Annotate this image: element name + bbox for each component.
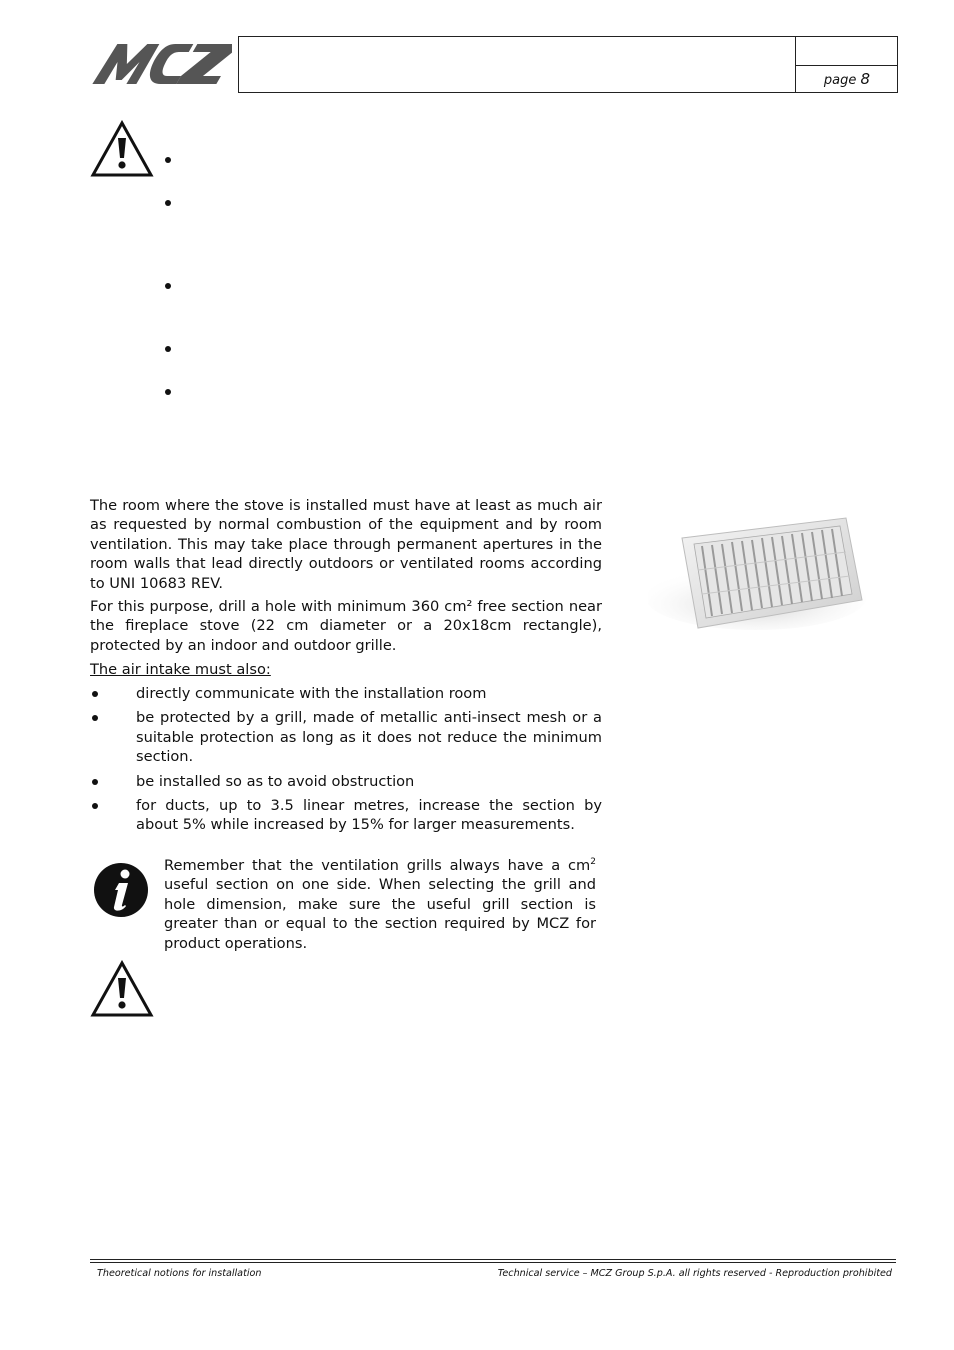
warning-triangle-icon — [90, 120, 154, 178]
list-bullet — [165, 346, 171, 352]
page-number: page 8 — [823, 70, 871, 88]
list-bullet — [92, 715, 98, 721]
ventilation-grill-image — [648, 510, 870, 634]
list-bullet — [92, 779, 98, 785]
mcz-logo — [92, 42, 232, 86]
intake-list — [90, 684, 602, 840]
header-divider — [795, 65, 897, 66]
paragraph-room-air: The room where the stove is installed must have at least as much air as requested by normal combustion of the equipment and by room ventilation. This may take place through permanent apertures in the room walls that lead directly outdoors or ventilated rooms according to UNI 10683 REV. — [90, 497, 602, 592]
list-item: directly communicate with the installation room — [90, 684, 602, 703]
list-bullet — [165, 200, 171, 206]
paragraph-drill-hole: For this purpose, drill a hole with minimum 360 cm² free section near the fireplace stove (22 cm diameter or a 20x18cm rectangle), protected by an indoor and outdoor grille. — [90, 598, 602, 654]
list-bullet — [92, 803, 98, 809]
footer-right-text: Technical service – MCZ Group S.p.A. all rights reserved - Reproduction prohibited — [497, 1268, 892, 1279]
intake-heading: The air intake must also: — [90, 661, 271, 678]
list-item: be installed so as to avoid obstruction — [90, 772, 602, 791]
footer-rule — [90, 1259, 896, 1260]
list-bullet — [165, 389, 171, 395]
footer-left-text: Theoretical notions for installation — [97, 1268, 262, 1279]
ventilation-grill-note: Remember that the ventilation grills always have a $cm^2$ useful section on one side. When selecting the grill and hole dimension, make sure the useful grill section is greater than or equal to the section required by MCZ for product operations. — [164, 857, 596, 952]
list-item: for ducts, up to 3.5 linear metres, increase the section by about 5% while increased by 15% for larger measurements. — [90, 796, 602, 835]
list-bullet — [165, 157, 171, 163]
footer-rule — [90, 1262, 896, 1263]
list-item: be protected by a grill, made of metallic anti-insect mesh or a suitable protection as long as it does not reduce the minimum section. — [90, 708, 602, 766]
warning-triangle-icon — [90, 960, 154, 1018]
list-bullet — [165, 283, 171, 289]
info-icon — [92, 861, 150, 919]
list-bullet — [92, 691, 98, 697]
